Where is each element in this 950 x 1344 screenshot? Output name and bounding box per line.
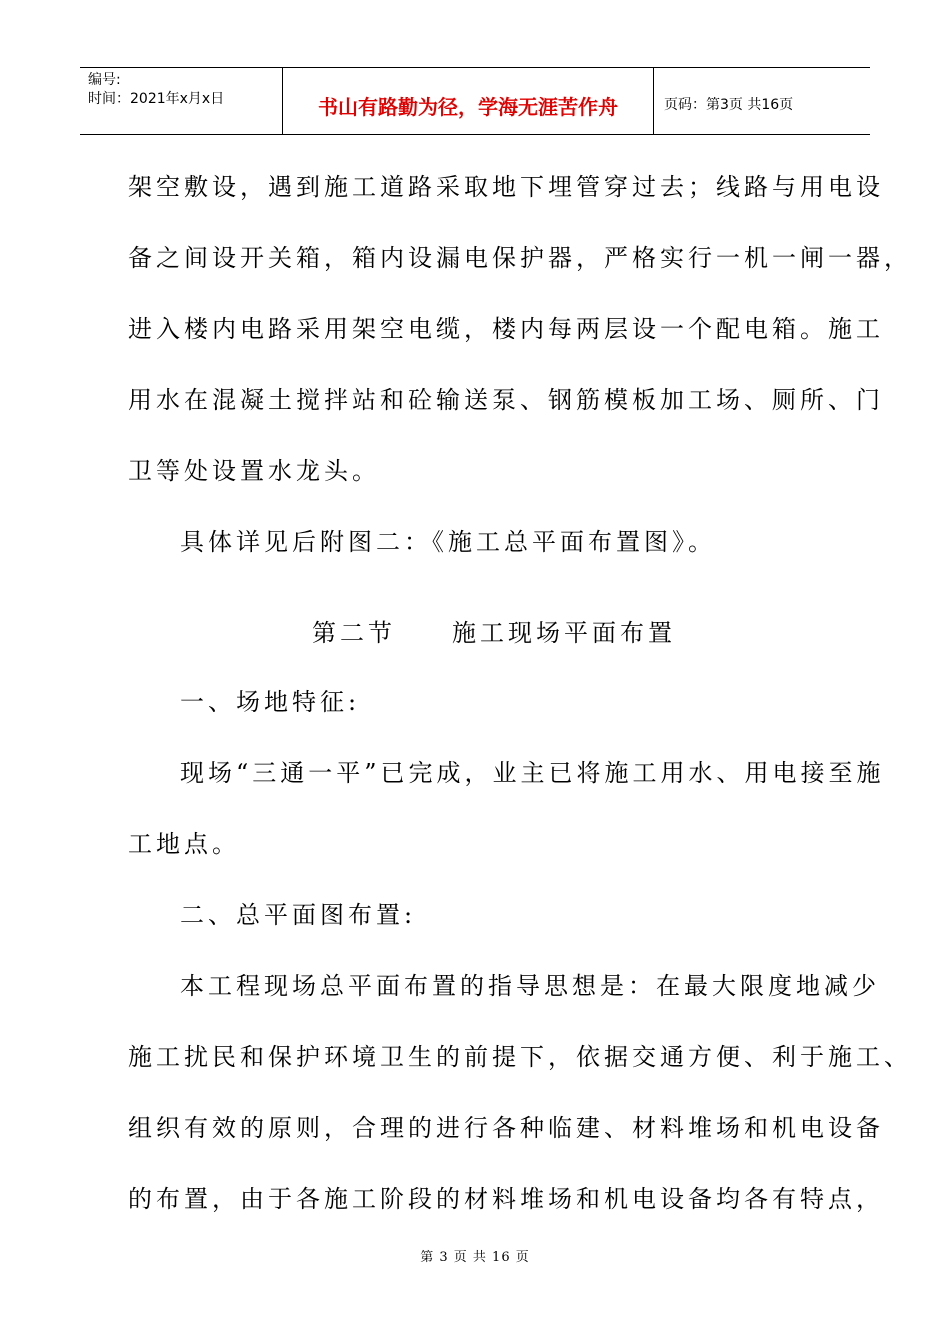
- body-line: 施工扰民和保护环境卫生的前提下，依据交通方便、利于施工、: [128, 1043, 912, 1071]
- body-line: 工地点。: [128, 830, 240, 858]
- document-time: 时间：2021年x月x日: [88, 91, 225, 107]
- body-line: 的布置，由于各施工阶段的材料堆场和机电设备均各有特点，: [128, 1185, 884, 1213]
- page-header: [80, 67, 870, 135]
- body-line: 架空敷设，遇到施工道路采取地下埋管穿过去；线路与用电设: [128, 173, 884, 201]
- document-number-label: 编号:: [88, 72, 121, 88]
- body-line: 组织有效的原则，合理的进行各种临建、材料堆场和机电设备: [128, 1114, 884, 1142]
- subsection-heading: 二、总平面图布置:: [180, 901, 417, 929]
- body-line: 具体详见后附图二：《施工总平面布置图》。: [180, 528, 716, 556]
- page-footer: 第 3 页 共 16 页: [420, 1250, 530, 1265]
- subsection-heading: 一、场地特征:: [180, 688, 361, 716]
- body-line: 本工程现场总平面布置的指导思想是：在最大限度地减少: [180, 972, 880, 1000]
- header-meta: [80, 68, 283, 134]
- body-line: 现场“三通一平”已完成，业主已将施工用水、用电接至施: [180, 759, 885, 787]
- body-line: 用水在混凝土搅拌站和砼输送泵、钢筋模板加工场、厕所、门: [128, 386, 884, 414]
- body-line: 备之间设开关箱，箱内设漏电保护器，严格实行一机一闸一器，: [128, 244, 912, 272]
- header-page-info: 页码：第3页 共16页: [664, 97, 794, 113]
- header-motto: 书山有路勤为径，学海无涯苦作舟: [283, 68, 654, 134]
- body-line: 卫等处设置水龙头。: [128, 457, 380, 485]
- body-line: 进入楼内电路采用架空电缆，楼内每两层设一个配电箱。施工: [128, 315, 884, 343]
- section-heading: 第二节 施工现场平面布置: [312, 619, 676, 647]
